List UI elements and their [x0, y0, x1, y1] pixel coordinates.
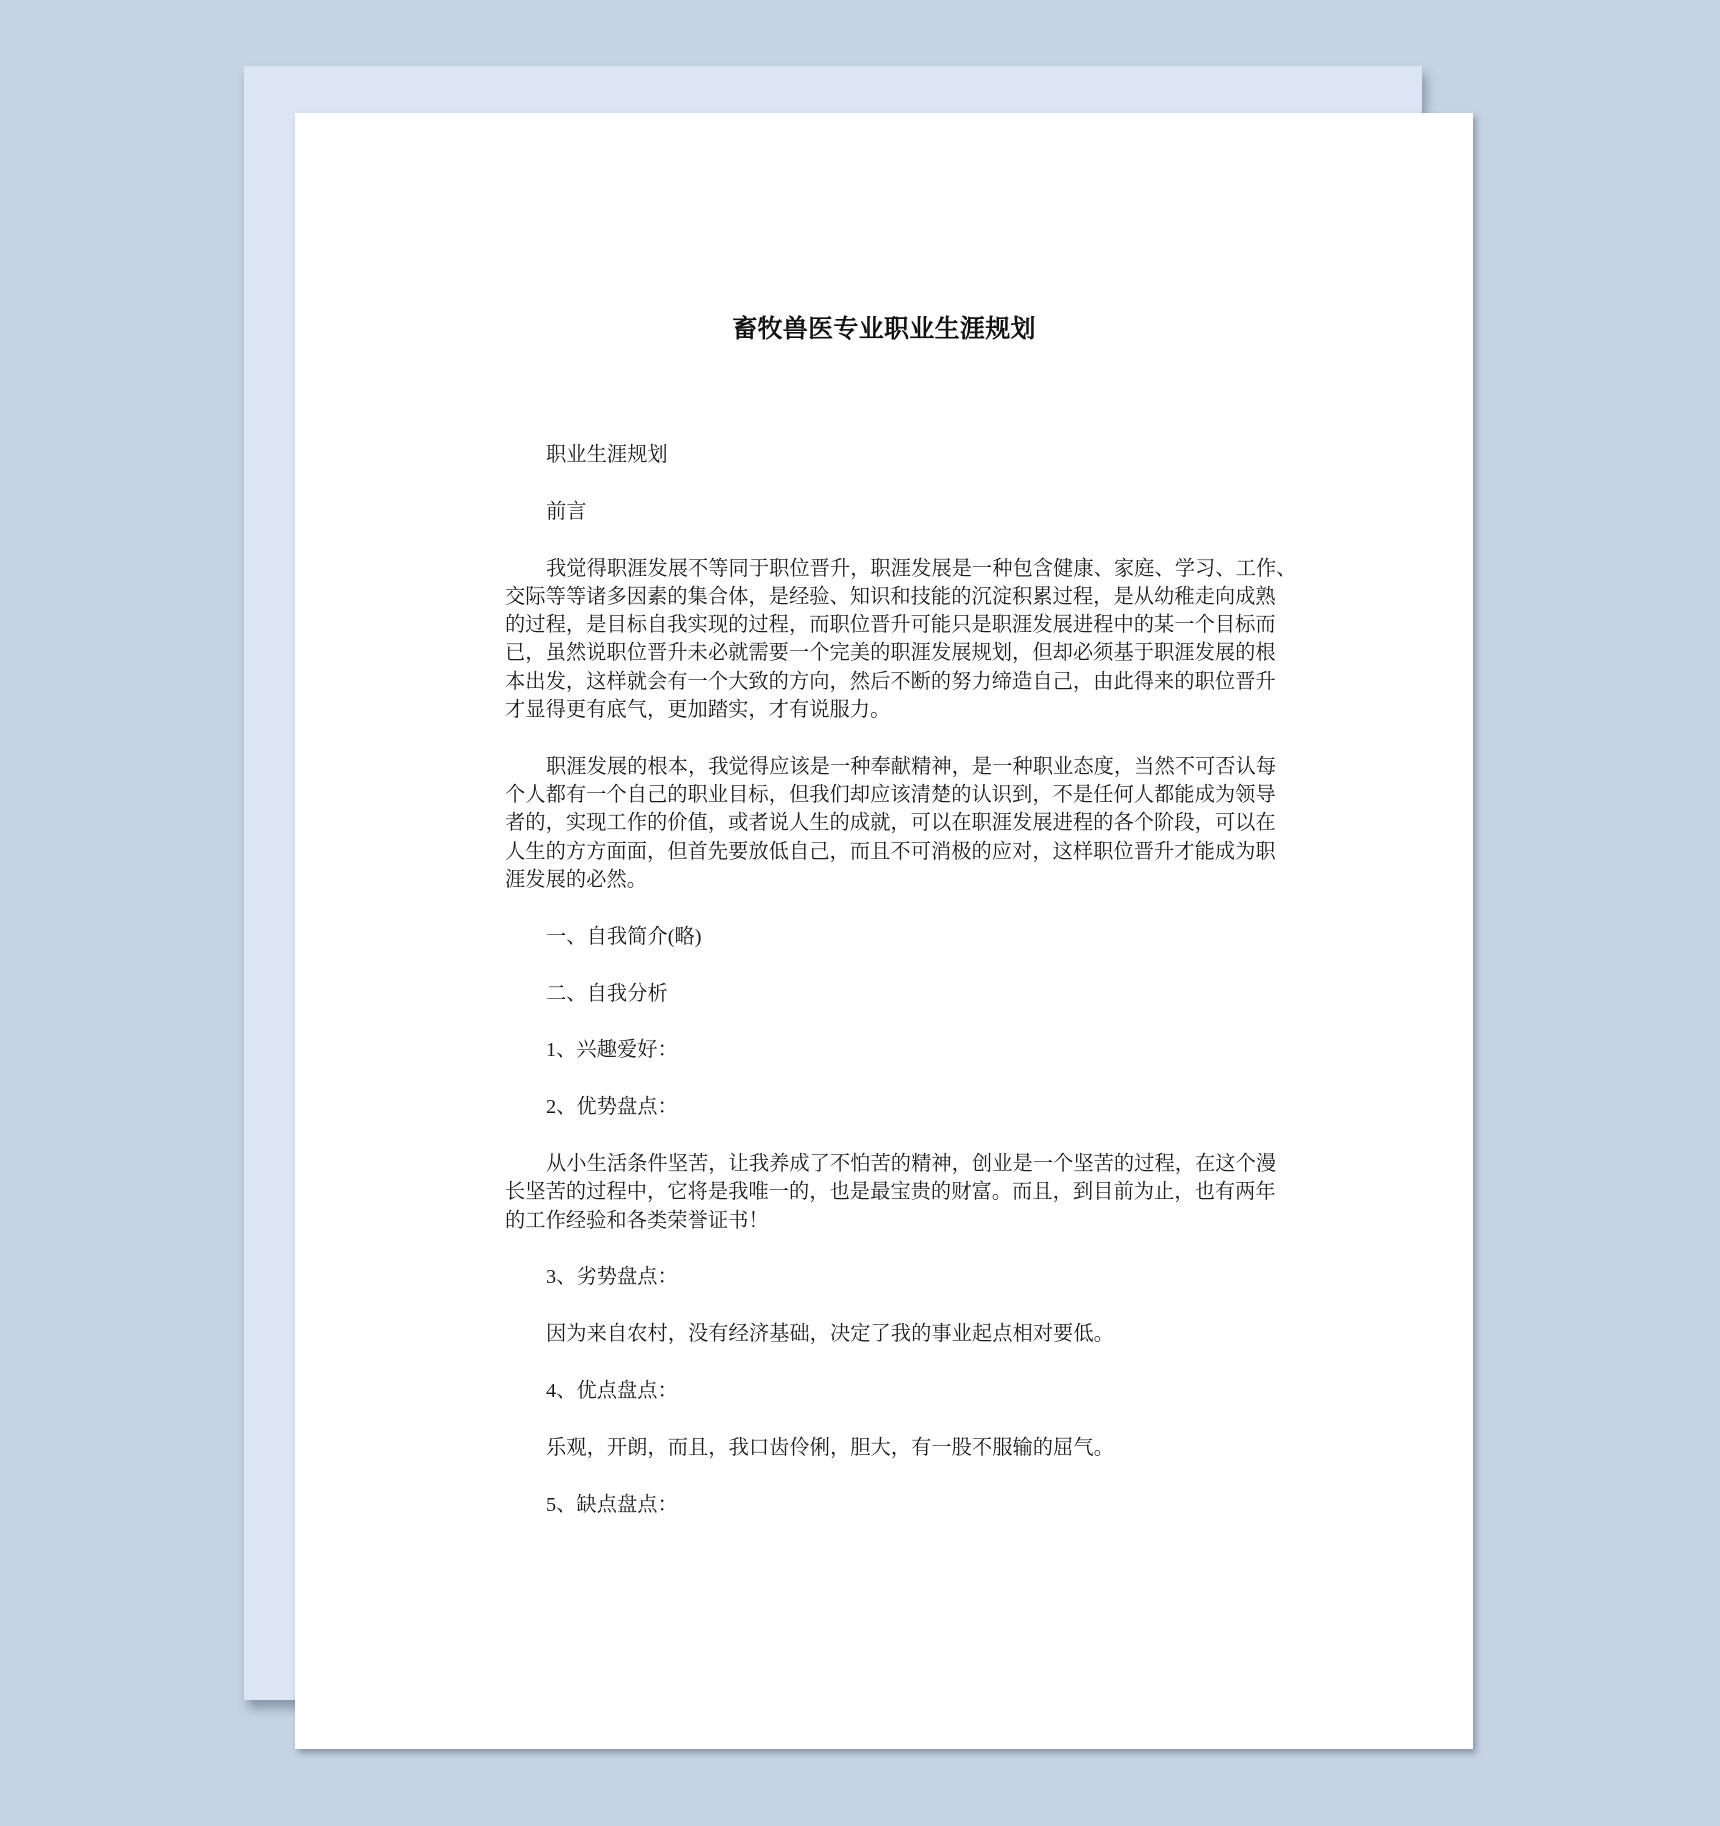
document-body: [505, 441, 1297, 1547]
paragraph-line: 的过程，是目标自我实现的过程，而职位晋升可能只是职涯发展进程中的某一个目标而: [505, 614, 1276, 637]
paragraph-line: 长坚苦的过程中，它将是我唯一的，也是最宝贵的财富。而且，到目前为止，也有两年: [505, 1181, 1276, 1204]
paragraph-line: 本出发，这样就会有一个大致的方向，然后不断的努力缔造自己，由此得来的职位晋升: [505, 670, 1276, 693]
paragraph-line: 职业生涯规划: [546, 444, 668, 466]
paragraph-subtitle: [505, 441, 1257, 469]
paragraph-line: 我觉得职涯发展不等同于职位晋升，职涯发展是一种包含健康、家庭、学习、工作、: [546, 557, 1297, 580]
paragraph-line: 乐观，开朗，而且，我口齿伶俐，胆大，有一股不服输的屈气。: [546, 1436, 1114, 1459]
paragraph-line: 5、缺点盘点：: [546, 1493, 678, 1516]
paragraph-line: 4、优点盘点：: [546, 1380, 678, 1403]
paragraph-preface-1: [505, 555, 1297, 725]
item-heading-merits: [505, 1377, 1257, 1405]
section-heading-self-intro: [505, 923, 1257, 951]
paragraph-line: 1、兴趣爱好：: [546, 1039, 678, 1062]
paragraph-line: 从小生活条件坚苦，让我养成了不怕苦的精神，创业是一个坚苦的过程，在这个漫: [546, 1153, 1277, 1176]
paragraph-line: 因为来自农村，没有经济基础，决定了我的事业起点相对要低。: [546, 1323, 1114, 1346]
paragraph-preface-2: [505, 753, 1277, 894]
item-heading-strengths: [505, 1093, 1257, 1121]
paragraph-line: 3、劣势盘点：: [546, 1266, 678, 1289]
paragraph-line: 已，虽然说职位晋升未必就需要一个完美的职涯发展规划，但却必须基于职涯发展的根: [505, 642, 1276, 665]
item-heading-weaknesses: [505, 1263, 1257, 1291]
item-heading-interests: [505, 1036, 1257, 1064]
paragraph-line: 交际等等诸多因素的集合体，是经验、知识和技能的沉淀积累过程，是从幼稚走向成熟: [505, 585, 1276, 608]
paragraph-line: 前言: [546, 500, 587, 523]
paragraph-line: 的工作经验和各类荣誉证书！: [505, 1209, 769, 1232]
paragraph-line: 涯发展的必然。: [505, 869, 647, 892]
paragraph-line: 个人都有一个自己的职业目标，但我们却应该清楚的认识到，不是任何人都能成为领导: [505, 784, 1276, 807]
paragraph-line: 二、自我分析: [546, 982, 668, 1005]
section-heading-self-analysis: [505, 980, 1257, 1008]
paragraph-line: 一、自我简介(略): [546, 925, 702, 948]
document-title: 畜牧兽医专业职业生涯规划: [732, 316, 1036, 343]
paragraph-strengths: [505, 1150, 1277, 1235]
paragraph-line: 2、优势盘点：: [546, 1096, 678, 1119]
paragraph-weaknesses: [505, 1320, 1257, 1348]
paragraph-line: 人生的方方面面，但首先要放低自己，而且不可消极的应对，这样职位晋升才能成为职: [505, 840, 1276, 863]
paragraph-merits: [505, 1434, 1257, 1462]
paragraph-preface-heading: [505, 498, 1257, 526]
paragraph-line: 者的，实现工作的价值，或者说人生的成就，可以在职涯发展进程的各个阶段，可以在: [505, 812, 1276, 835]
item-heading-shortcomings: [505, 1491, 1257, 1519]
paragraph-line: 职涯发展的根本，我觉得应该是一种奉献精神，是一种职业态度，当然不可否认每: [546, 755, 1277, 778]
paragraph-line: 才显得更有底气，更加踏实，才有说服力。: [505, 699, 891, 722]
